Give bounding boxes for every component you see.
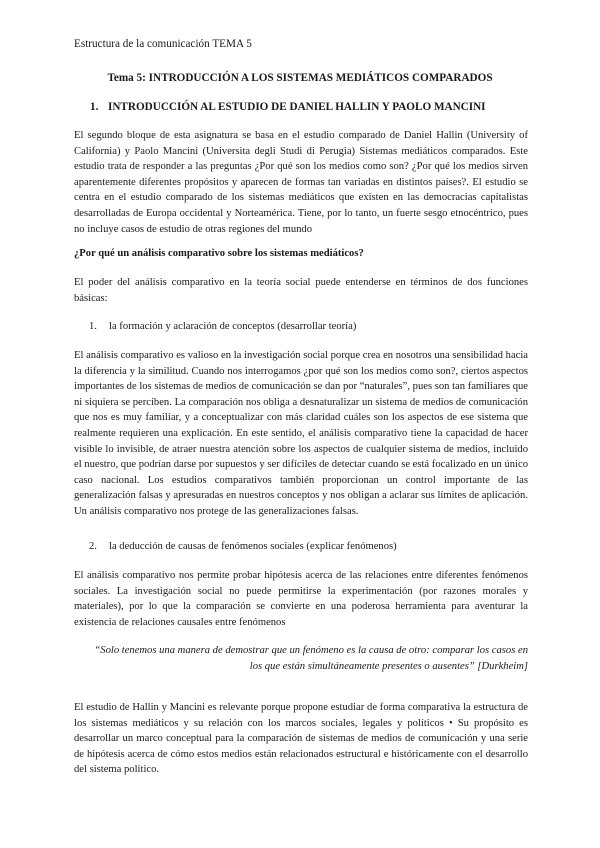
power-paragraph: El poder del análisis comparativo en la teoría social puede entenderse en términos de dos funciones básicas: [74,277,528,304]
list-item-2-number: 2. [89,541,97,552]
question-heading: ¿Por qué un análisis comparativo sobre los sistemas mediáticos? [74,248,364,259]
running-header: Estructura de la comunicación TEMA 5 [74,38,252,50]
document-title: Tema 5: INTRODUCCIÓN A LOS SISTEMAS MEDIÁTICOS COMPARADOS [107,72,493,84]
concepts-paragraph: El análisis comparativo es valioso en la investigación social porque crea en nosotros una sensibilidad hacia la diferencia y la similitud. Cuando nos interrogamos ¿por qué son los medios como son?, ciertos aspectos importantes de los sistemas de medios de comunicación se dan por “naturales”, pues son tan familiares que ni siquiera se perciben. La comparación nos obliga a desnaturalizar un sistema de medios de comunicación que nos es muy familiar, y a conceptualizar con más claridad cuáles son los aspectos de ese sistema que realmente requieren una explicación. En este sentido, el análisis comparativo tiene la capacidad de hacer visible lo invisible, de atraer nuestra atención sobre los aspectos de cualquier sistema de medios, incluido el nuestro, que podrían darse por supuestos y ser difíciles de detectar cuando se está focalizado en un único caso nacional. Los estudios comparativos también proporcionan un control importante de las generalización falsas y apresuradas en nuestros conceptos y nos obligan a aclarar sus límites de aplicación. Un análisis comparativo nos protege de las generalizaciones falsas. [74,350,528,517]
hypothesis-paragraph: El análisis comparativo nos permite probar hipótesis acerca de las relaciones entre diferentes fenómenos sociales. La investigación social no puede permitirse la experimentación (por razones morales y materiales), por lo que la comparación se convierte en una poderosa herramienta para aventurar la existencia de relaciones causales entre fenómenos [74,570,528,628]
quote-line-1: “Solo tenemos una manera de demostrar que un fenómeno es la causa de otro: comparar los casos en [94,645,528,656]
quote-line-2: los que están simultáneamente presentes o ausentes” [Durkheim] [249,660,528,672]
section-title: INTRODUCCIÓN AL ESTUDIO DE DANIEL HALLIN Y PAOLO MANCINI [108,101,486,113]
durkheim-quote [74,643,528,674]
list-item-1-text: la formación y aclaración de conceptos (desarrollar teoría) [109,321,357,332]
section-heading [90,101,486,113]
closing-paragraph: El estudio de Hallin y Mancini es relevante porque propone estudiar de forma comparativa la estructura de los sistemas mediáticos y su relación con los marcos sociales, legales y políticos • Su propósito es desarrollar un marco conceptual para la comparación de sistemas de medios de comunicación y una serie de hipótesis acerca de cómo estos medios están relacionados estructural e históricamente con el desarrollo del sistema político. [74,702,528,776]
intro-paragraph: El segundo bloque de esta asignatura se basa en el estudio comparado de Daniel Hallin (University of California) y Paolo Mancini (Universita degli Studi di Perugia) Sistemas mediáticos comparados. Este estudio trata de responder a las preguntas ¿Por qué son los medios como son? ¿Por qué los medios sirven aparentemente diferentes propósitos y aparecen de formas tan variadas en distintos países?. El estudio se centra en el estudio comparado de los sistemas mediáticos que existen en las democracias capitalistas desarrolladas de Europa occidental y Norteamérica. Tiene, por lo tanto, un fuerte sesgo etnocéntrico, pues no incluye casos de estudio de otras regiones del mundo [74,130,528,235]
list-item-2 [89,541,397,552]
list-item-1-number: 1. [89,321,97,332]
list-item-2-text: la deducción de causas de fenómenos sociales (explicar fenómenos) [109,541,397,552]
section-number: 1. [90,101,99,113]
list-item-1 [89,321,356,332]
